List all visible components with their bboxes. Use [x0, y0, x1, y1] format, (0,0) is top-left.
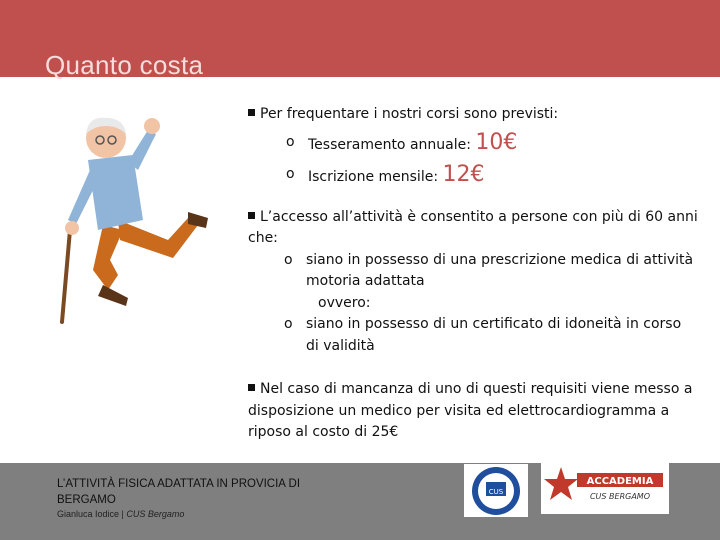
accademia-logo-graphic	[541, 459, 669, 514]
requirement-item	[248, 250, 698, 293]
intro-text: Per frequentare i nostri corsi sono previsti:	[260, 106, 559, 122]
fee-label: Iscrizione mensile:	[308, 169, 439, 185]
footer-bar	[0, 463, 720, 540]
cane	[62, 230, 70, 322]
circle-bullet-icon: o	[284, 251, 293, 268]
alternative-text: Nel caso di mancanza di uno di questi requisiti viene messo a disposizione un medico per visita ed elettrocardiogramma a riposo al costo di 25€	[248, 381, 693, 440]
fee-item	[248, 164, 698, 189]
requirement-item	[248, 314, 698, 357]
main-content	[248, 104, 698, 444]
circle-bullet-icon: o	[286, 166, 295, 182]
fee-price: 12€	[442, 162, 485, 187]
fee-label: Tesseramento annuale:	[308, 136, 471, 153]
author-org: CUS Bergamo	[126, 509, 185, 519]
hand-raised	[144, 118, 160, 134]
circle-bullet-icon: o	[284, 316, 293, 332]
accademia-subtext: CUS BERGAMO	[589, 492, 651, 501]
bullet-icon	[248, 109, 255, 116]
requirement-text: siano in possesso di una prescrizione medica di attività motoria adattata	[306, 251, 694, 289]
cus-seal-icon	[464, 464, 528, 517]
hand-down	[65, 221, 79, 235]
or-text: ovvero:	[318, 294, 371, 311]
arm-raised	[128, 130, 156, 170]
eligibility-text: L’accesso all’attività è consentito a persone con più di 60 anni che:	[248, 208, 698, 246]
bullet-icon	[248, 212, 255, 219]
fee-item	[248, 129, 698, 157]
paragraph-alternative	[248, 379, 698, 444]
author-name: Gianluca Iodice |	[57, 509, 127, 519]
accademia-logo	[541, 459, 669, 514]
leg-left	[93, 225, 123, 290]
elderly-man-illustration	[48, 100, 238, 330]
footer-author	[57, 509, 184, 519]
cus-logo	[464, 464, 528, 517]
bullet-icon	[248, 384, 255, 391]
paragraph-eligibility	[248, 207, 698, 250]
cus-logo-text: CUS	[488, 488, 504, 496]
footer-title: L’ATTIVITÀ FISICA ADATTATA IN PROVICIA DI BERGAMO	[57, 478, 301, 506]
accademia-text: ACCADEMIA	[586, 476, 654, 487]
leg-right	[118, 218, 198, 258]
shoe-left	[98, 285, 128, 306]
paragraph-intro	[248, 104, 698, 126]
header-bar	[0, 0, 720, 80]
requirement-text: siano in possesso di un certificato di idoneità in corso di validità	[306, 316, 682, 354]
page-title: Quanto costa	[45, 50, 204, 80]
circle-bullet-icon: o	[286, 133, 295, 150]
fee-price: 10€	[475, 129, 518, 155]
